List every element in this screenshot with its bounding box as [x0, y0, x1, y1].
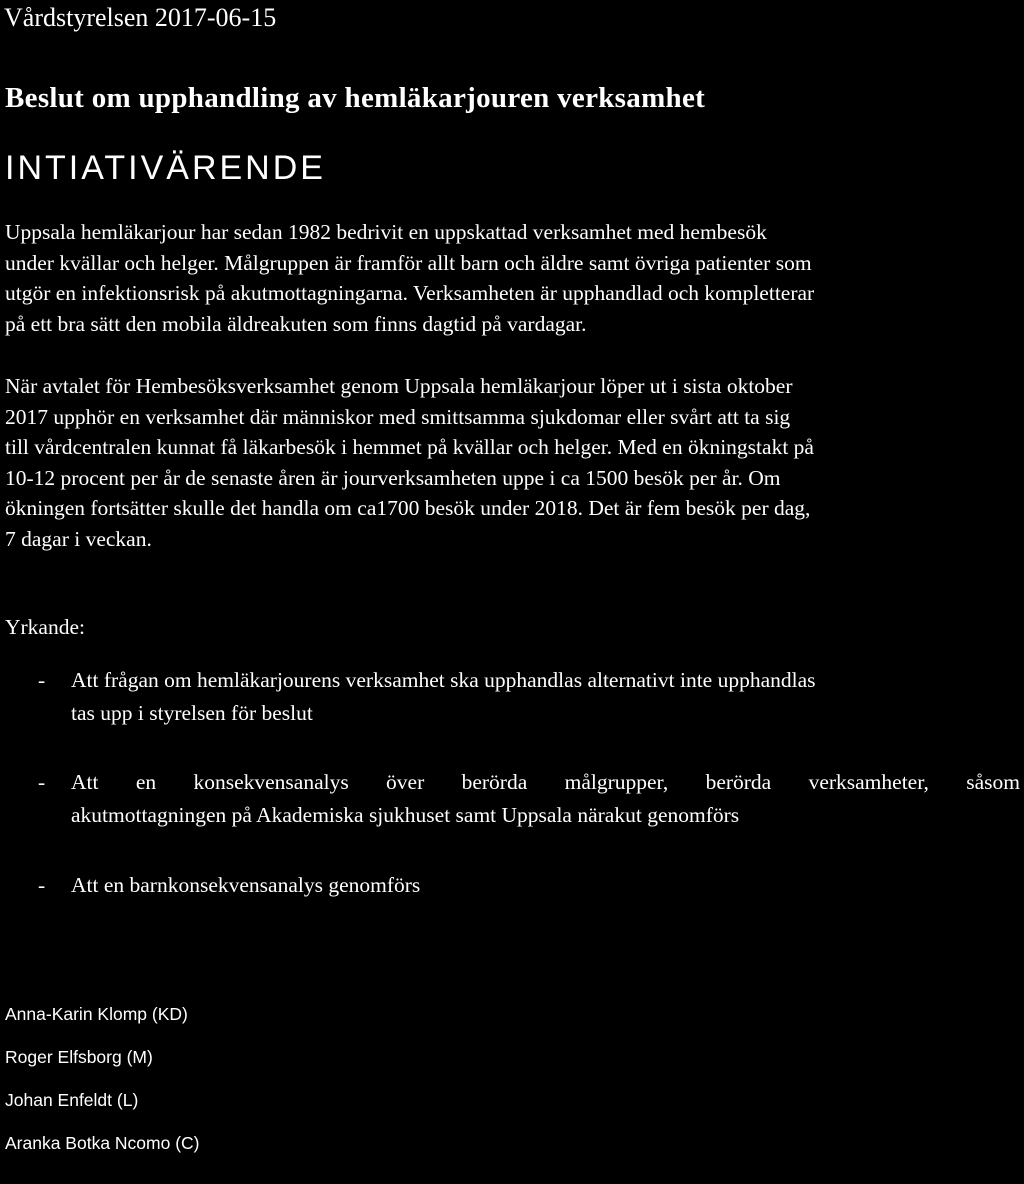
signatory-name: Roger Elfsborg (M): [5, 1047, 153, 1067]
paragraph-line: 7 dagar i veckan.: [5, 526, 152, 551]
claim-item-1: [38, 664, 1020, 730]
claim-item-2: [38, 766, 1020, 832]
signatory-name: Johan Enfeldt (L): [5, 1090, 139, 1110]
document-title: Beslut om upphandling av hemläkarjouren verksamhet: [5, 82, 706, 114]
paragraph-line: under kvällar och helger. Målgruppen är framför allt barn och äldre samt övriga patienter som: [5, 250, 812, 275]
claim-line: tas upp i styrelsen för beslut: [71, 701, 313, 725]
document-date-line: Vårdstyrelsen 2017-06-15: [4, 3, 277, 32]
paragraph-line: Uppsala hemläkarjour har sedan 1982 bedrivit en uppskattad verksamhet med hembesök: [5, 220, 767, 244]
paragraph-line: 10-12 procent per år de senaste åren är jourverksamheten uppe i ca 1500 besök per år. Om: [5, 465, 781, 490]
claim-line: akutmottagningen på Akademiska sjukhuset samt Uppsala närakut genomförs: [71, 803, 740, 827]
paragraph-line: på ett bra sätt den mobila äldreakuten som finns dagtid på vardagar.: [5, 311, 587, 336]
body-paragraph-1: [5, 217, 1020, 339]
claim-item-3: [38, 869, 1020, 902]
claim-line: Att en konsekvensanalys över berörda målgrupper, berörda verksamheter, såsom: [71, 770, 1020, 794]
paragraph-line: ökningen fortsätter skulle det handla om ca1700 besök under 2018. Det är fem besök per dag,: [5, 496, 811, 521]
signatory-name: Aranka Botka Ncomo (C): [5, 1133, 200, 1153]
signatory-name: Anna-Karin Klomp (KD): [5, 1004, 188, 1024]
paragraph-line: till vårdcentralen kunnat få läkarbesök i hemmet på kvällar och helger. Med en ökningstakt på: [5, 435, 814, 460]
claim-line: Att en barnkonsekvensanalys genomförs: [71, 873, 421, 897]
claim-line: Att frågan om hemläkarjourens verksamhet ska upphandlas alternativt inte upphandlas: [71, 668, 816, 692]
paragraph-line: 2017 upphör en verksamhet där människor med smittsamma sjukdomar eller svårt att ta sig: [5, 404, 791, 429]
bullet-dash: -: [38, 668, 46, 692]
body-paragraph-2: [5, 371, 1020, 555]
claims-heading: Yrkande:: [5, 615, 85, 639]
paragraph-line: utgör en infektionsrisk på akutmottagningarna. Verksamheten är upphandlad och kompletterar: [5, 281, 815, 306]
bullet-dash: -: [38, 770, 46, 794]
signatory-list: [5, 1002, 200, 1174]
document-type-heading: INTIATIVÄRENDE: [5, 149, 326, 187]
bullet-dash: -: [38, 873, 46, 897]
paragraph-line: När avtalet för Hembesöksverksamhet genom Uppsala hemläkarjour löper ut i sista oktober: [5, 374, 793, 398]
